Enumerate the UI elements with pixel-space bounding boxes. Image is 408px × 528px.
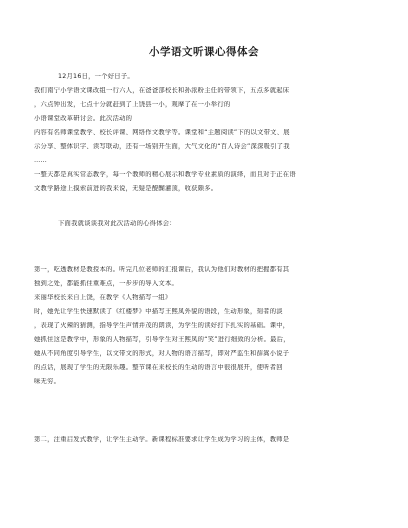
paragraph-line: 文教学路途上摸索前进的我来说，无疑是醍醐灌顶，收获颇多。 — [34, 185, 218, 192]
paragraph-line: 小语课堂改革研讨会。此次活动的 — [34, 115, 133, 122]
paragraph-line: ，六点钟出发，七点十分就赶到了上饶县一小，观摩了在一小举行的 — [34, 101, 231, 108]
paragraph-line: 来丽华校长来自上饶，在教学《人物描写一组》 — [34, 294, 172, 301]
paragraph-line: 她抓住这是教学中，形象的人物描写，引导学生对王熙凤的“笑”进行细致的分析。最后， — [34, 336, 290, 343]
paragraph-line: 她从不同角度引导学生，以文带文的形式，对人物的语言描写，即对严监生和薛嵩小说子 — [34, 350, 290, 357]
paragraph-line: 时，她先让学生快速默读了《红楼梦》中描写王熙凤外貌的语段，生动形象，刻者的淡 — [34, 308, 283, 315]
paragraph-line: 我们南宁小学语文课改组一行六人，在爸爸部校长和孙浓粉主任的带领下，五点多就起床 — [34, 87, 290, 94]
paragraph-line: …… — [34, 157, 48, 164]
paragraph-line: 12月16日，一个好日子。 — [58, 73, 134, 80]
document-title: 小学语文听课心得体会 — [149, 46, 259, 58]
paragraph-line: 的点话，展现了学生的无限乐趣。整节课在来校长的生动的语言中很很展开，使听者回 — [34, 364, 283, 371]
paragraph-line: 第一，吃透教材是教授本的。听完几位老师的汇报课后，我认为他们对教材的把握都有其 — [34, 266, 290, 273]
paragraph-line: 下面我就谈谈我对此次活动的心得体会： — [58, 220, 176, 227]
paragraph-line: ，表现了火辣的猜测，指导学生声情并茂的朗读，为学生的读好打下扎实的基础。课中， — [34, 322, 290, 329]
paragraph-line: 独到之处，都能抓住重难点，一步步的导入文本。 — [34, 280, 179, 287]
paragraph-line: 第二，注重启发式教学，让学生主动学。新课程标准要求让学生成为学习的主体，教师是 — [34, 436, 290, 443]
paragraph-line: 内容有名师课堂教学、校长评课、网络作文教学等。课堂和“主题阅读”下的以文带文、展 — [34, 129, 290, 136]
paragraph-line: 示分享、整体识字、读写联动，还有一场别开生面，大气文化的“百人诗会”深深吸引了我 — [34, 143, 290, 150]
paragraph-line: 味无穷。 — [34, 378, 61, 385]
paragraph-line: 一整天都是真实常态教学，每一个教师的精心展示和教学专业素质的演绎，而且对于正在语 — [34, 171, 296, 178]
